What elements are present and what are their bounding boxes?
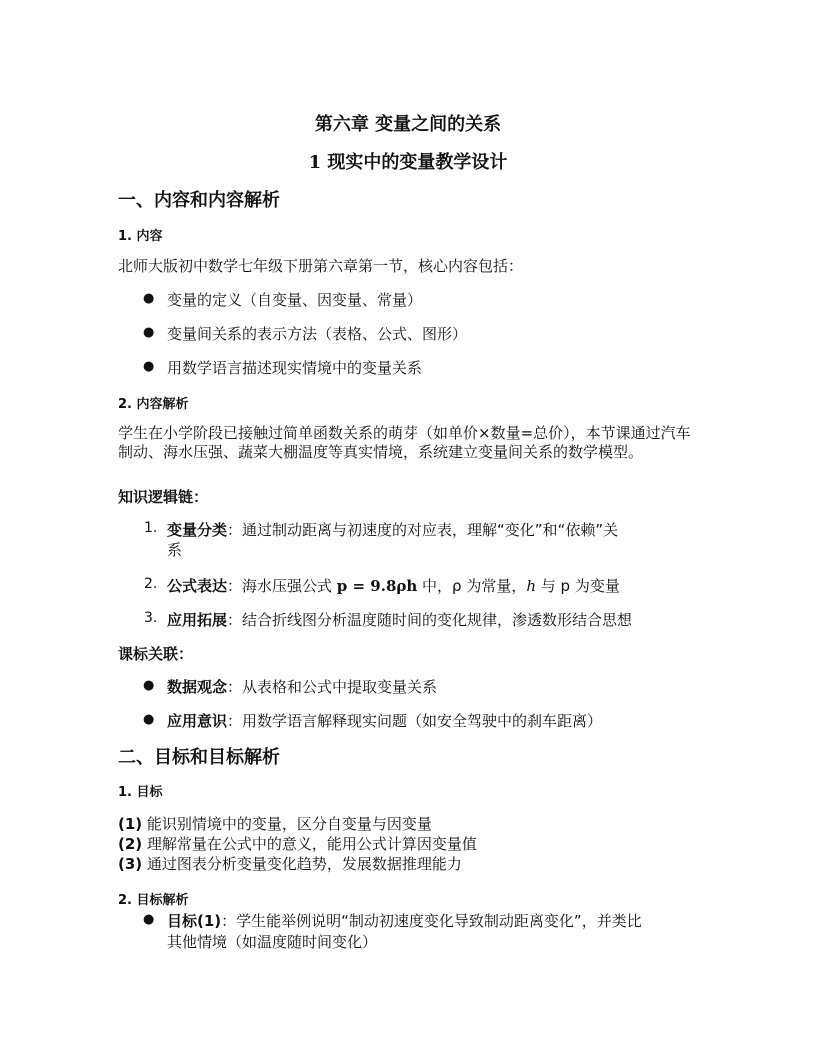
- list-item: [118, 813, 432, 834]
- analysis-paragraph: 学生在小学阶段已接触过简单函数关系的萌芽（如单价×数量=总价），本节课通过汽车制动、海水压强、蔬菜大棚温度等真实情境，系统建立变量间关系的数学模型。: [118, 424, 691, 461]
- section-heading-content: 一、内容和内容解析: [118, 190, 280, 211]
- list-item-text: 变量的定义（自变量、因变量、常量）: [167, 291, 423, 309]
- item-line: [167, 609, 632, 630]
- goal-text: 能识别情境中的变量，区分自变量与因变量: [142, 815, 432, 833]
- variable-h: h: [526, 577, 537, 595]
- item-number: 1.: [144, 520, 158, 536]
- list-item-text: 用数学语言描述现实情境中的变量关系: [167, 359, 423, 377]
- item-label: 目标(1): [167, 912, 222, 930]
- item-number: 2.: [144, 576, 158, 592]
- goal-text: 通过图表分析变量变化趋势，发展数据推理能力: [142, 855, 462, 873]
- item-text: ：通过制动距离与初速度的对应表，理解“变化”和“依赖”关: [227, 521, 619, 539]
- bullet-icon: ●: [143, 359, 155, 374]
- item-line: [167, 676, 437, 697]
- goal-number: (3): [118, 855, 143, 873]
- item-text: ：从表格和公式中提取变量关系: [227, 678, 438, 696]
- item-number: 3.: [144, 610, 158, 626]
- item-label: 公式表达: [167, 577, 228, 595]
- item-text: ：用数学语言解释现实问题（如安全驾驶中的刹车距离）: [227, 712, 603, 730]
- list-item-text: 变量间关系的表示方法（表格、公式、图形）: [167, 325, 468, 343]
- formula: p = 9.8ρh: [336, 577, 418, 595]
- chapter-title: 第六章 变量之间的关系: [314, 114, 502, 135]
- item-line: [167, 910, 642, 931]
- item-text: 与 p 为变量: [536, 577, 620, 595]
- item-text: ：学生能举例说明“制动初速度变化导致制动距离变化”，并类比: [221, 912, 642, 930]
- item-text-continued: 系: [167, 541, 183, 559]
- logic-chain-label: 知识逻辑链：: [118, 488, 209, 506]
- item-label: 应用拓展: [167, 611, 228, 629]
- bullet-icon: ●: [143, 712, 155, 727]
- subheading-goal-analysis: 2. 目标解析: [118, 893, 189, 908]
- section-heading-goals: 二、目标和目标解析: [118, 747, 280, 768]
- item-text: 中，ρ 为常量，: [417, 577, 527, 595]
- item-text: ：结合折线图分析温度随时间的变化规律，渗透数形结合思想: [227, 611, 633, 629]
- lesson-title: 1 现实中的变量教学设计: [308, 152, 508, 173]
- item-line: [167, 710, 602, 731]
- bullet-icon: ●: [143, 678, 155, 693]
- item-label: 数据观念: [167, 678, 228, 696]
- list-item: [118, 833, 477, 854]
- item-text-continued: 其他情境（如温度随时间变化）: [167, 933, 378, 951]
- subheading-content: 1. 内容: [118, 229, 163, 244]
- bullet-icon: ●: [143, 912, 155, 927]
- bullet-icon: ●: [143, 291, 155, 306]
- goal-text: 理解常量在公式中的意义，能用公式计算因变量值: [142, 835, 477, 853]
- goal-number: (1): [118, 815, 143, 833]
- item-line: [167, 575, 620, 596]
- bullet-icon: ●: [143, 325, 155, 340]
- content-intro: 北师大版初中数学七年级下册第六章第一节，核心内容包括：: [118, 257, 524, 275]
- item-line: [167, 519, 618, 540]
- subheading-goals: 1. 目标: [118, 785, 163, 800]
- goal-number: (2): [118, 835, 143, 853]
- item-text: ：海水压强公式: [227, 577, 337, 595]
- standard-label: 课标关联：: [118, 645, 194, 663]
- item-label: 应用意识: [167, 712, 228, 730]
- item-label: 变量分类: [167, 521, 228, 539]
- list-item: [118, 853, 462, 874]
- subheading-analysis: 2. 内容解析: [118, 397, 189, 412]
